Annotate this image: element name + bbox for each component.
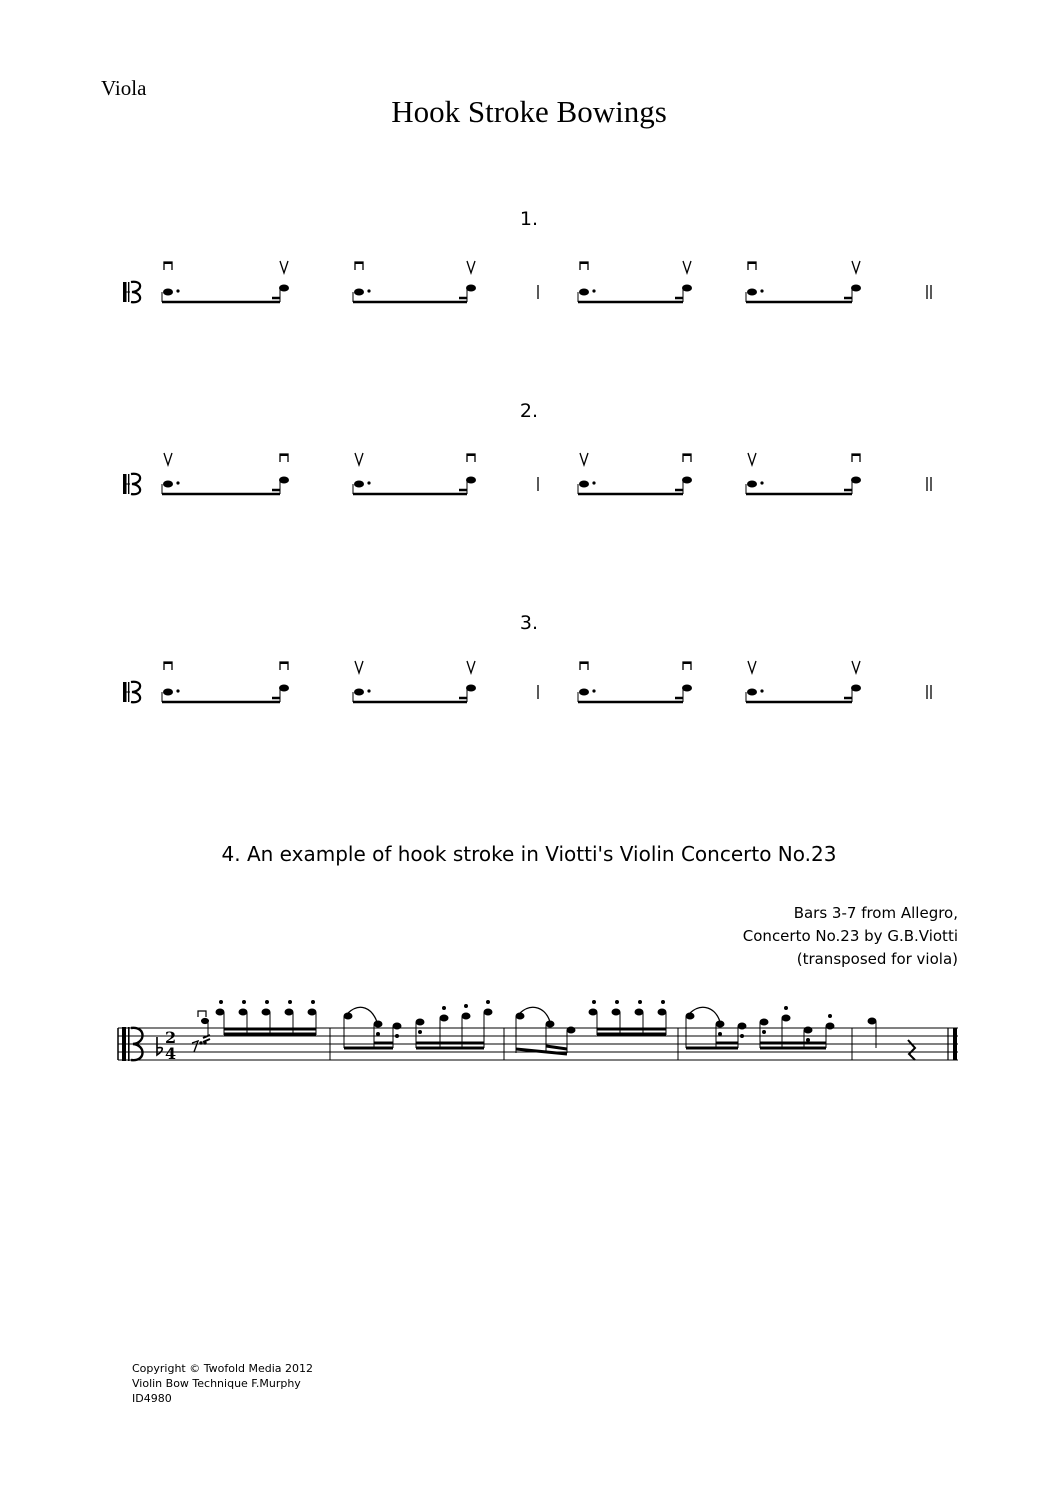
excerpt-bar-3 <box>516 1001 666 1055</box>
dotted-note <box>354 289 364 296</box>
bowing-bar <box>162 261 289 302</box>
attribution-line: (transposed for viola) <box>796 950 958 968</box>
footer <box>132 1361 313 1406</box>
dotted-note <box>579 689 589 696</box>
up-bow-icon <box>467 661 475 673</box>
dotted-note <box>354 481 364 488</box>
bowing-bar <box>162 453 289 494</box>
alto-clef-icon <box>123 682 140 702</box>
down-bow-icon <box>198 1011 206 1017</box>
excerpt-bar-4 <box>686 1007 834 1049</box>
alto-clef-icon <box>122 1027 143 1061</box>
svg-text:4: 4 <box>165 1044 177 1063</box>
bowing-bar <box>353 661 476 702</box>
footer-copyright: Copyright © Twofold Media 2012 <box>132 1362 314 1375</box>
bowing-bar <box>578 453 692 494</box>
up-bow-icon <box>164 453 172 465</box>
dotted-note <box>163 289 173 296</box>
bowing-bar <box>578 662 692 702</box>
excerpt-bar-1 <box>216 1001 316 1036</box>
example-title: 4. An example of hook stroke in Viotti's Violin Concerto No.23 <box>221 842 837 866</box>
exercise-1-staff <box>123 261 931 302</box>
up-bow-icon <box>355 453 363 465</box>
excerpt-bar-5 <box>868 1018 915 1060</box>
alto-clef-icon <box>123 282 140 302</box>
excerpt-bar-2 <box>344 1001 492 1049</box>
dotted-note <box>163 689 173 696</box>
exercise-number-2: 2. <box>519 400 539 422</box>
up-bow-icon <box>467 261 475 273</box>
dotted-note <box>579 481 589 488</box>
time-signature: 2 <box>165 1028 177 1047</box>
alto-clef-icon <box>123 474 140 494</box>
bowing-bar <box>746 453 861 494</box>
bowing-bar <box>162 662 289 702</box>
exercise-2-staff <box>123 453 931 494</box>
bowing-bar <box>746 661 861 702</box>
eighth-rest-icon <box>192 1041 198 1052</box>
bowing-bar <box>746 261 861 302</box>
attribution-line: Bars 3-7 from Allegro, <box>793 904 958 922</box>
exercise-number-3: 3. <box>519 612 539 634</box>
bowing-bar <box>578 261 692 302</box>
dotted-note <box>354 689 364 696</box>
dotted-note <box>747 481 757 488</box>
footer-book: Violin Bow Technique F.Murphy <box>132 1377 301 1390</box>
dotted-note <box>163 481 173 488</box>
attribution-line: Concerto No.23 by G.B.Viotti <box>742 927 958 945</box>
up-bow-icon <box>852 661 860 673</box>
bowing-bar <box>353 261 476 302</box>
attribution <box>743 902 958 971</box>
footer-id: ID4980 <box>132 1392 172 1405</box>
up-bow-icon <box>580 453 588 465</box>
page-title: Hook Stroke Bowings <box>391 94 667 129</box>
up-bow-icon <box>280 261 288 273</box>
quarter-rest-icon <box>908 1040 915 1060</box>
up-bow-icon <box>683 261 691 273</box>
up-bow-icon <box>748 453 756 465</box>
dotted-note <box>747 289 757 296</box>
dotted-note <box>579 289 589 296</box>
up-bow-icon <box>852 261 860 273</box>
bowing-bar <box>353 453 476 494</box>
exercise-number-1: 1. <box>519 208 539 230</box>
up-bow-icon <box>355 661 363 673</box>
instrument-label: Viola <box>101 76 147 100</box>
exercise-3-staff <box>123 661 931 702</box>
up-bow-icon <box>748 661 756 673</box>
flat-icon <box>157 1037 162 1055</box>
dotted-note <box>747 689 757 696</box>
